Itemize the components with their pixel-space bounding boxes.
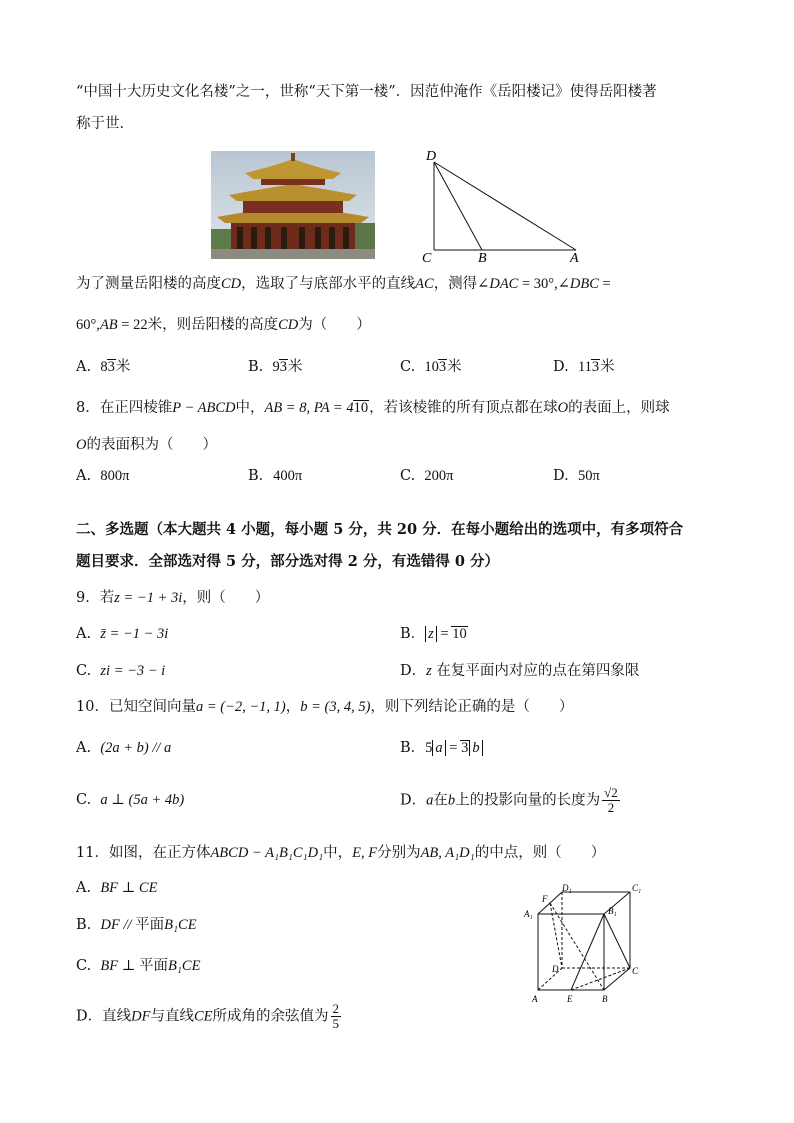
q10-option-d[interactable]: D．a在b上的投影向量的长度为 $\frac{√2}{2}$ [400, 785, 618, 815]
q8-line-1: 8．在正四棱锥P − ABCD中，AB = 8, PA = 410，若该棱锥的所有顶点都在球O的表面上，则球 [76, 400, 670, 416]
q10-option-a[interactable]: A. (2a + b) // a [76, 740, 172, 756]
q7-line-2: 60°,AB = 22米，则岳阳楼的高度CD为（ ） [76, 317, 371, 333]
q8-option-d[interactable]: D. 50π [553, 468, 600, 484]
q7-option-d[interactable]: D. 113米 [553, 359, 615, 375]
q11-option-d[interactable]: D．直线DF与直线CE所成角的余弦值为 $\frac{2}{5}$ [76, 1001, 340, 1031]
cube-figure [522, 884, 646, 1010]
q9-option-b[interactable]: B． z = 10 [400, 626, 467, 642]
q9-option-c[interactable]: C. zi = −3 − i [76, 663, 166, 679]
q7-option-b[interactable]: B. 93米 [248, 359, 303, 375]
cube-label-f: F [542, 894, 548, 904]
q7-option-c[interactable]: C. 103米 [400, 359, 462, 375]
triangle-figure [420, 146, 590, 262]
cube-label-c: C [632, 966, 639, 976]
intro-line-2: 称于世． [76, 116, 134, 132]
q8-option-a[interactable]: A. 800π [76, 468, 130, 484]
label-c: C [422, 251, 432, 262]
q8-option-c[interactable]: C. 200π [400, 468, 454, 484]
cube-label-a: A [532, 994, 538, 1004]
q7-option-a[interactable]: A. 83米 [76, 359, 131, 375]
label-d: D [426, 149, 437, 164]
section-2-heading-line-2: 题目要求．全部选对得 5 分，部分选对得 2 分，有选错得 0 分） [76, 553, 500, 570]
q9-option-d[interactable]: D．z 在复平面内对应的点在第四象限 [400, 663, 640, 679]
cube-label-a1: A₁ [524, 909, 533, 919]
intro-line-1: “中国十大历史文化名楼”之一，世称“天下第一楼”．因范仲淹作《岳阳楼记》使得岳阳楼著 [76, 84, 657, 100]
cube-label-d1: D₁ [562, 884, 572, 893]
cube-label-e: E [567, 994, 573, 1004]
q9-stem: 9．若z = −1 + 3i，则（ ） [76, 590, 270, 606]
cube-label-b: B [602, 994, 608, 1004]
q9-option-a[interactable]: A. z̄ = −1 − 3i [76, 626, 169, 642]
q11-option-a[interactable]: A. BF ⊥ CE [76, 880, 158, 896]
q7-line-1: 为了测量岳阳楼的高度CD，选取了与底部水平的直线AC，测得∠DAC = 30°,∠DBC = [76, 276, 611, 292]
q10-option-c[interactable]: C. a ⊥ (5a + 4b) [76, 792, 185, 808]
q11-option-b[interactable]: B. DF // 平面B₁CE [76, 917, 197, 933]
label-b: B [478, 251, 487, 262]
q11-stem: 11．如图，在正方体ABCD − A₁B₁C₁D₁中，E, F分别为AB, A₁D₁的中点，则（ ） [76, 845, 606, 861]
label-a: A [570, 251, 579, 262]
cube-label-c1: C₁ [632, 884, 642, 893]
section-2-heading-line-1: 二、多选题（本大题共 4 小题，每小题 5 分，共 20 分．在每小题给出的选项中，有多项符合 [76, 521, 684, 538]
q10-stem: 10．已知空间向量a = (−2, −1, 1)，b = (3, 4, 5)，则下列结论正确的是（ ） [76, 699, 574, 715]
cube-label-b1: B₁ [608, 906, 617, 916]
tower-photo [211, 151, 375, 259]
q8-line-2: O的表面积为（ ） [76, 437, 217, 453]
cube-label-d: D [552, 964, 559, 974]
q11-option-c[interactable]: C. BF ⊥ 平面B₁CE [76, 958, 201, 974]
q10-option-b[interactable]: B．5 a = 3 b [400, 738, 483, 758]
q8-option-b[interactable]: B．400π [248, 468, 303, 484]
